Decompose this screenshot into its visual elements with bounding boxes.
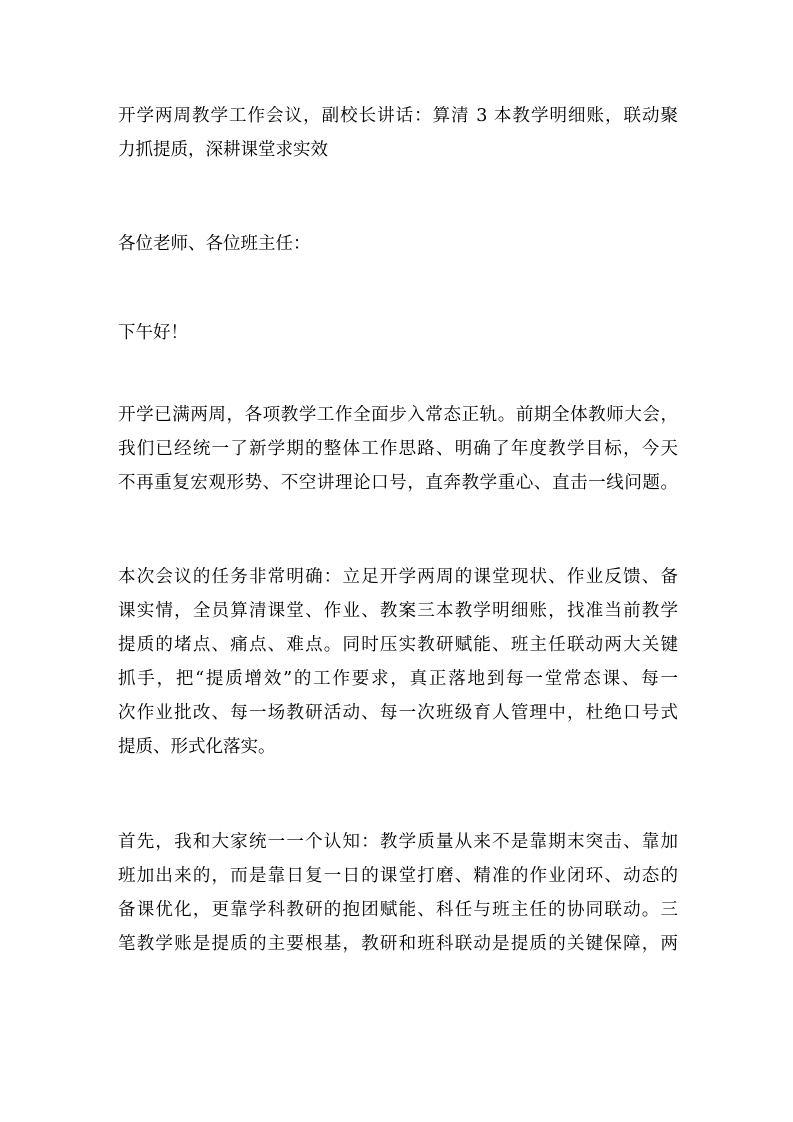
paragraph-line: 班加出来的，而是靠日复一日的课堂打磨、精准的作业闭环、动态的 — [118, 866, 678, 886]
title-line: 开学两周教学工作会议，副校长讲话：算清 3 本教学明细账，联动聚 — [118, 106, 678, 126]
document-title — [118, 99, 678, 167]
paragraph-line: 课实情，全员算清课堂、作业、教案三本教学明细账，找准当前教学 — [118, 601, 678, 621]
paragraph-line: 不再重复宏观形势、不空讲理论口号，直奔教学重心、直击一线问题。 — [118, 473, 678, 493]
title-line: 力抓提质，深耕课堂求实效 — [118, 140, 328, 160]
paragraph-line: 抓手，把“提质增效”的工作要求，真正落地到每一堂常态课、每一 — [118, 669, 678, 689]
paragraph-line: 开学已满两周，各项教学工作全面步入常态正轨。前期全体教师大会， — [118, 405, 678, 425]
paragraph-line: 次作业批改、每一场教研活动、每一次班级育人管理中，杜绝口号式 — [118, 703, 678, 723]
paragraph — [118, 398, 678, 500]
paragraph-line: 首先，我和大家统一一个认知：教学质量从来不是靠期末突击、靠加 — [118, 832, 678, 852]
paragraph-line: 我们已经统一了新学期的整体工作思路、明确了年度教学目标，今天 — [118, 439, 678, 459]
paragraph-line: 本次会议的任务非常明确：立足开学两周的课堂现状、作业反馈、备 — [118, 567, 678, 587]
paragraph-line: 提质、形式化落实。 — [118, 737, 276, 757]
paragraph-line: 备课优化，更靠学科教研的抱团赋能、科任与班主任的协同联动。三 — [118, 900, 678, 920]
paragraph — [118, 560, 678, 764]
paragraph — [118, 825, 678, 961]
salutation — [118, 227, 678, 261]
greeting — [118, 316, 678, 350]
salutation-text: 各位老师、各位班主任： — [118, 234, 311, 254]
greeting-text: 下午好！ — [118, 323, 188, 343]
paragraph-line: 笔教学账是提质的主要根基，教研和班科联动是提质的关键保障，两 — [118, 934, 678, 954]
paragraph-line: 提质的堵点、痛点、难点。同时压实教研赋能、班主任联动两大关键 — [118, 635, 678, 655]
